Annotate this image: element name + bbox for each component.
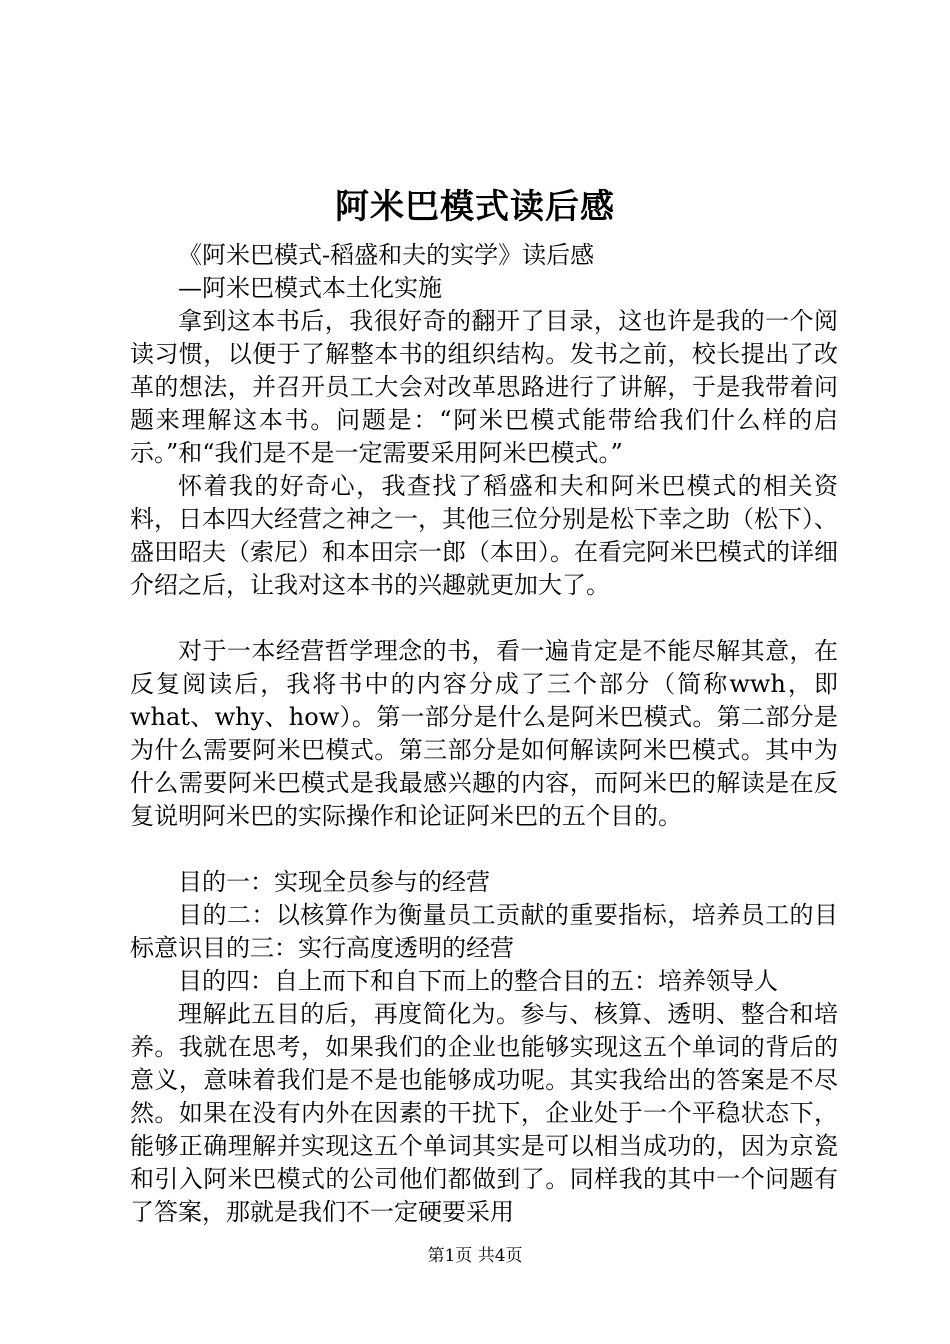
subtitle-line: 《阿米巴模式-稻盛和夫的实学》读后感 [178, 241, 595, 269]
purpose-one: 目的一：实现全员参与的经营 [178, 868, 490, 896]
document-title: 阿米巴模式读后感 [335, 187, 615, 227]
subtitle-dash-line: —阿米巴模式本土化实施 [178, 274, 442, 302]
paragraph-curiosity: 怀着我的好奇心，我查找了稻盛和夫和阿米巴模式的相关资料，日本四大经营之神之一，其他三位分别是松下幸之助（松下）、盛田昭夫（索尼）和本田宗一郎（本田）。在看完阿米巴模式的详细介绍之后，让我对这本书的兴趣就更加大了。 [130, 472, 838, 599]
page-footer: 第1页 共4页 [427, 1246, 523, 1266]
paragraph-understanding: 理解此五目的后，再度简化为。参与、核算、透明、整合和培养。我就在思考，如果我们的企业也能够实现这五个单词的背后的意义，意味着我们是不是也能够成功呢。其实我给出的答案是不尽然。如果在没有内外在因素的干扰下，企业处于一个平稳状态下，能够正确理解并实现这五个单词其实是可以相当成功的，因为京瓷和引入阿米巴模式的公司他们都做到了。同样我的其中一个问题有了答案，那就是我们不一定硬要采用 [130, 1000, 838, 1226]
paragraph-three-parts: 对于一本经营哲学理念的书，看一遍肯定是不能尽解其意，在反复阅读后，我将书中的内容分成了三个部分（简称wwh，即what、why、how）。第一部分是什么是阿米巴模式。第二部分是为什么需要阿米巴模式。第三部分是如何解读阿米巴模式。其中为什么需要阿米巴模式是我最感兴趣的内容，而阿米巴的解读是在反复说明阿米巴的实际操作和论证阿米巴的五个目的。 [130, 637, 838, 830]
paragraph-reading-intro: 拿到这本书后，我很好奇的翻开了目录，这也许是我的一个阅读习惯，以便于了解整本书的组织结构。发书之前，校长提出了改革的想法，并召开员工大会对改革思路进行了讲解，于是我带着问题来理解这本书。问题是：“阿米巴模式能带给我们什么样的启示。”和“我们是不是一定需要采用阿米巴模式。” [130, 307, 838, 467]
purpose-four-five: 目的四：自上而下和自下而上的整合目的五：培养领导人 [178, 967, 778, 995]
purpose-two-three: 目的二：以核算作为衡量员工贡献的重要指标，培养员工的目标意识目的三：实行高度透明的经营 [130, 901, 838, 962]
document-body [130, 239, 838, 1229]
